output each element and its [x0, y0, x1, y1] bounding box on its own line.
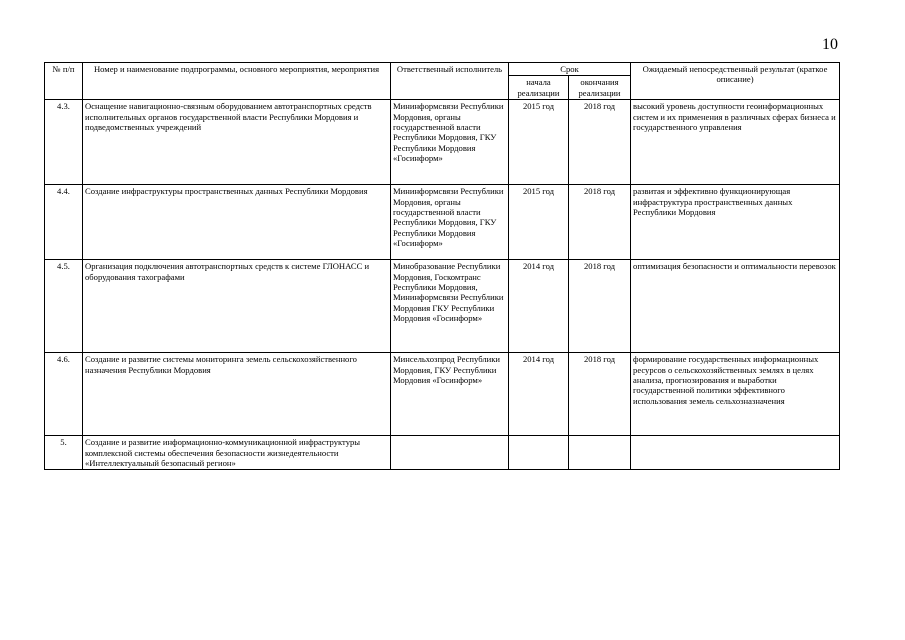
row-name: Создание и развитие информационно-коммуникационной инфраструктуры комплексной системы обеспечения безопасности жизнедеятельности «Интеллектуальный безопасный регион» [83, 436, 391, 470]
header-end: окончания реализации [569, 76, 631, 100]
row-num: 4.5. [45, 260, 83, 353]
row-start: 2014 год [509, 260, 569, 353]
row-executor: Минобразование Республики Мордовия, Госкомтранс Республики Мордовия, Мининформсвязи Республики Мордовия ГКУ Республики Мордовия «Госинформ» [391, 260, 509, 353]
header-name: Номер и наименование подпрограммы, основного мероприятия, мероприятия [83, 63, 391, 100]
row-result: формирование государственных информационных ресурсов о сельскохозяйственных землях в целях анализа, прогнозирования и выработки государственной политики эффективного использования земель сельхозназначения [631, 353, 840, 436]
row-result: высокий уровень доступности геоинформационных систем и их применения в различных сферах бизнеса и государственного управления [631, 100, 840, 185]
row-start: 2014 год [509, 353, 569, 436]
row-end: 2018 год [569, 100, 631, 185]
header-start: начала реализации [509, 76, 569, 100]
header-term: Срок [509, 63, 631, 76]
table-row [45, 260, 840, 353]
row-start [509, 436, 569, 470]
row-start: 2015 год [509, 100, 569, 185]
row-executor: Мининформсвязи Республики Мордовия, органы государственной власти Республики Мордовия, ГКУ Республики Мордовия «Госинформ» [391, 100, 509, 185]
row-end: 2018 год [569, 353, 631, 436]
row-end: 2018 год [569, 185, 631, 260]
program-table [44, 62, 840, 470]
row-result: развитая и эффективно функционирующая инфраструктура пространственных данных Республики Мордовия [631, 185, 840, 260]
row-executor: Мининформсвязи Республики Мордовия, органы государственной власти Республики Мордовия, ГКУ Республики Мордовия «Госинформ» [391, 185, 509, 260]
page-number: 10 [822, 36, 838, 53]
row-executor [391, 436, 509, 470]
header-num: № п/п [45, 63, 83, 100]
row-end [569, 436, 631, 470]
row-executor: Минсельхозпрод Республики Мордовия, ГКУ Республики Мордовия «Госинформ» [391, 353, 509, 436]
row-num: 4.3. [45, 100, 83, 185]
row-start: 2015 год [509, 185, 569, 260]
header-result: Ожидаемый непосредственный результат (краткое описание) [631, 63, 840, 100]
row-name: Оснащение навигационно-связным оборудованием автотранспортных средств исполнительных органов государственной власти Республики Мордовия и подведомственных учреждений [83, 100, 391, 185]
table-row [45, 353, 840, 436]
row-name: Создание инфраструктуры пространственных данных Республики Мордовия [83, 185, 391, 260]
table-row [45, 100, 840, 185]
row-num: 4.6. [45, 353, 83, 436]
header-executor: Ответственный исполнитель [391, 63, 509, 100]
row-end: 2018 год [569, 260, 631, 353]
row-name: Организация подключения автотранспортных средств к системе ГЛОНАСС и оборудования тахографами [83, 260, 391, 353]
table-header-row [45, 63, 840, 76]
table-row [45, 185, 840, 260]
table-row-section [45, 436, 840, 470]
row-result [631, 436, 840, 470]
row-result: оптимизация безопасности и оптимальности перевозок [631, 260, 840, 353]
row-num: 5. [45, 436, 83, 470]
row-num: 4.4. [45, 185, 83, 260]
row-name: Создание и развитие системы мониторинга земель сельскохозяйственного назначения Республики Мордовия [83, 353, 391, 436]
